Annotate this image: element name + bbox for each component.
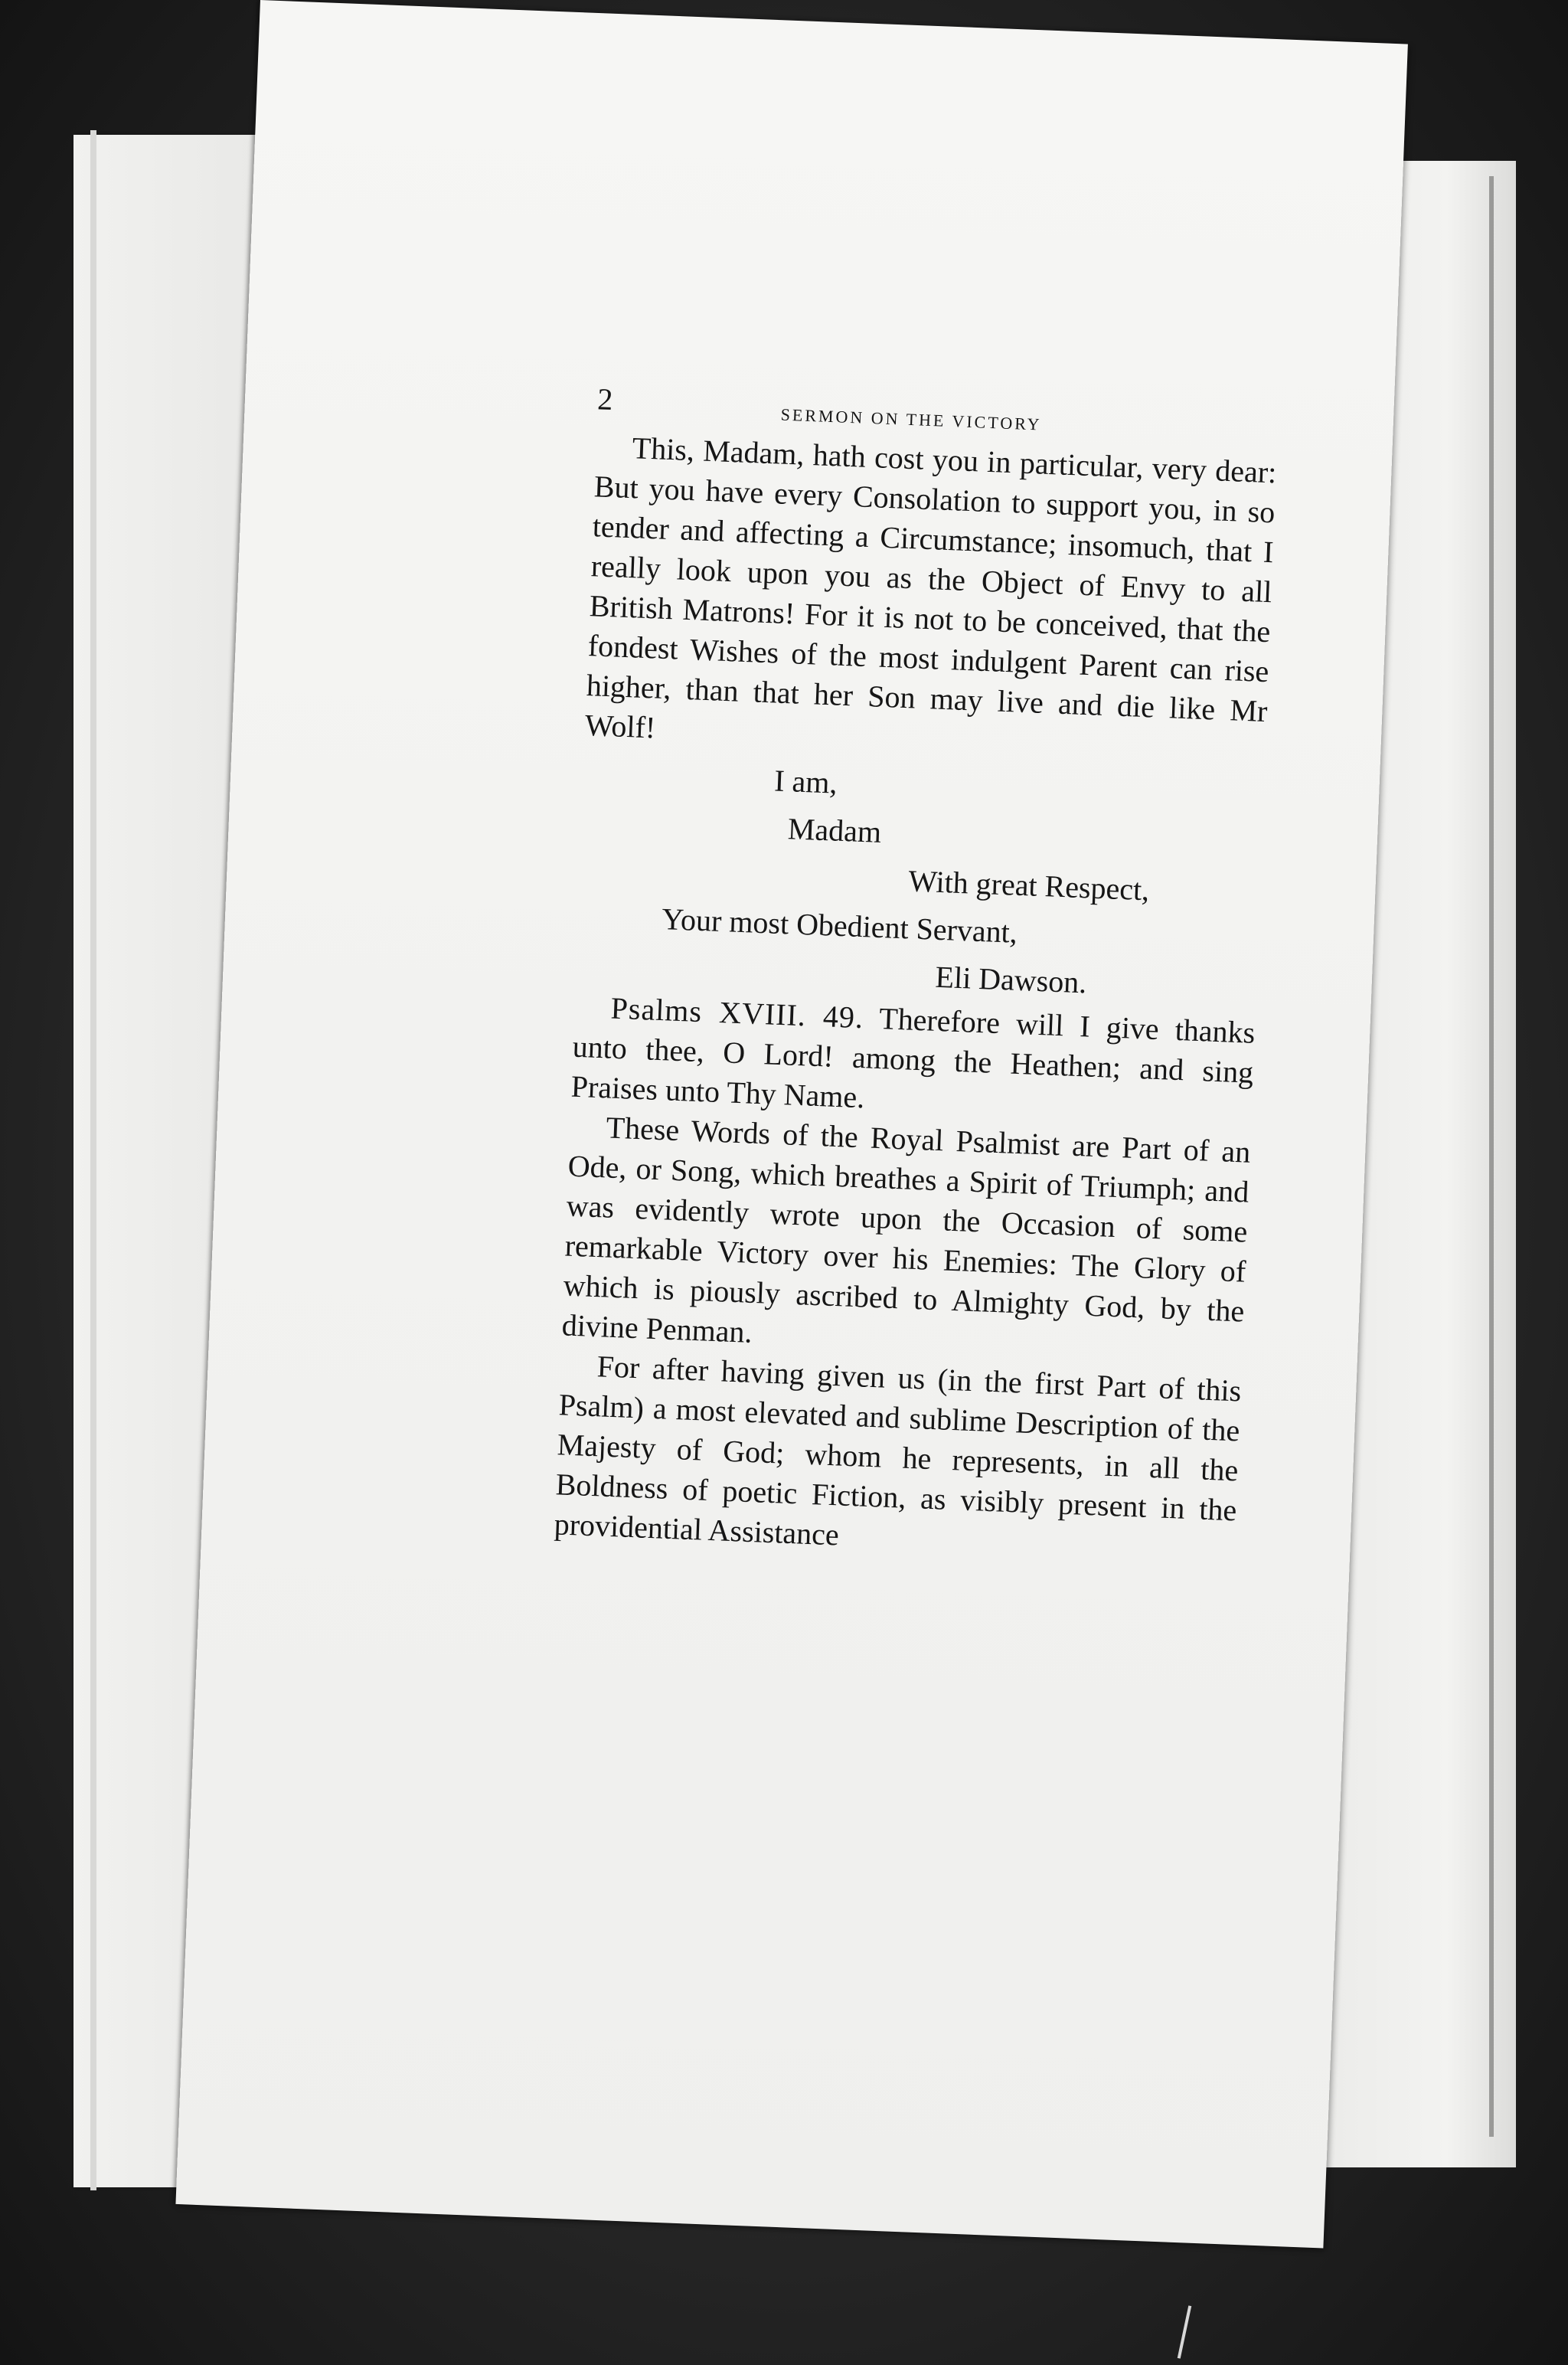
letter-closing: [575, 750, 1265, 1013]
closing-i-am: I am,: [773, 763, 838, 800]
closing-salutation: Madam: [787, 811, 882, 849]
scan-artifact-mark: [1178, 2305, 1191, 2358]
closing-respect: With great Respect,: [907, 863, 1151, 908]
scripture-quote: Therefore will I give thanks unto thee, O Lord! among the Heathen; and sing Praises unto Thy Name.: [570, 1001, 1256, 1115]
dedication-paragraph: This, Madam, hath cost you in particular, very dear: But you have every Consolation to support you, in so tender and affecting a Circumstance; insomuch, that I really look upon you as the Object of Envy to all British Matrons! For it is not to be conceived, that the fondest Wishes of the most indulgent Parent can rise higher, than that her Son may live and die like Mr Wolf!: [584, 430, 1278, 745]
book-page: [175, 0, 1407, 2248]
page-text-block: [554, 381, 1279, 1570]
closing-servant: Your most Obedient Servant,: [661, 901, 1018, 950]
facing-page-shadow: [1489, 176, 1494, 2137]
sermon-paragraph-2: For after having given us (in the first Part of this Psalm) a most elevated and sublime Description of the Majesty of God; whom he represents, in all the Boldness of poetic Fiction, as visibly present in the providential Assistance: [554, 1349, 1243, 1552]
page-number: 2: [596, 381, 614, 417]
scripture-reference: Psalms XVIII. 49.: [609, 990, 864, 1035]
running-head: SERMON ON THE VICTORY: [780, 404, 1043, 434]
page-stack-edge: [90, 130, 96, 2190]
sermon-paragraph-1: These Words of the Royal Psalmist are Part of an Ode, or Song, which breathes a Spirit of Triumph; and was evidently wrote upon the Occasion of some remarkable Victory over his Enemies: The Glory of which is piously ascribed to Almighty God, by the divine Penman.: [561, 1110, 1252, 1349]
signature: Eli Dawson.: [934, 959, 1088, 1000]
